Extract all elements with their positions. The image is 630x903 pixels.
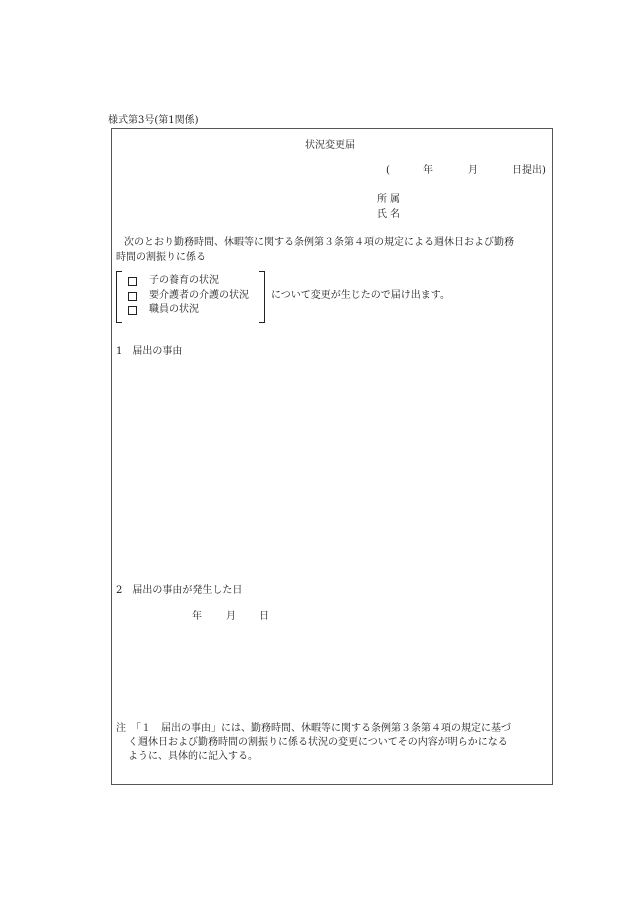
option-nursing-care-label: 要介護者の介護の状況 bbox=[149, 290, 249, 301]
option-staff-status-label: 職員の状況 bbox=[149, 304, 199, 315]
date-open-paren: ( bbox=[386, 165, 390, 176]
report-phrase: について変更が生じたので届け出ます。 bbox=[271, 290, 450, 301]
occurrence-day-label: 日 bbox=[259, 611, 269, 622]
occurrence-date-line bbox=[192, 612, 282, 624]
checkbox-nursing-care[interactable] bbox=[128, 292, 137, 301]
date-year-label: 年 bbox=[423, 165, 433, 176]
left-bracket bbox=[116, 271, 122, 323]
option-child-care-label: 子の養育の状況 bbox=[149, 275, 219, 286]
section-occurrence-heading: 2 届出の事由が発生した日 bbox=[116, 585, 243, 596]
document-title: 状況変更届 bbox=[305, 140, 355, 151]
form-frame bbox=[111, 128, 553, 785]
checkbox-staff-status[interactable] bbox=[128, 306, 137, 315]
occurrence-year-label: 年 bbox=[192, 611, 202, 622]
note-line-2: く週休日および勤務時間の割振りに係る状況の変更についてその内容が明らかになる bbox=[128, 737, 508, 748]
note-line-1: 注 「１ 届出の事由」には、勤務時間、休暇等に関する条例第３条第４項の規定に基づ bbox=[116, 723, 511, 734]
intro-line-1: 次のとおり勤務時間、休暇等に関する条例第３条第４項の規定による週休日および勤務 bbox=[124, 237, 514, 248]
submission-date-line bbox=[386, 166, 546, 178]
date-month-label: 月 bbox=[468, 165, 478, 176]
section-reason-heading: 1 届出の事由 bbox=[116, 346, 183, 357]
occurrence-month-label: 月 bbox=[226, 611, 236, 622]
form-code: 様式第3号(第1関係) bbox=[108, 115, 199, 126]
right-bracket bbox=[259, 271, 265, 323]
name-label: 氏名 bbox=[377, 209, 403, 220]
note-line-3: ように、具体的に記入する。 bbox=[128, 751, 258, 762]
checkbox-child-care[interactable] bbox=[128, 277, 137, 286]
affiliation-label: 所属 bbox=[377, 194, 403, 205]
intro-line-2: 時間の割振りに係る bbox=[116, 252, 206, 263]
date-day-submitted-label: 日提出) bbox=[512, 165, 546, 176]
